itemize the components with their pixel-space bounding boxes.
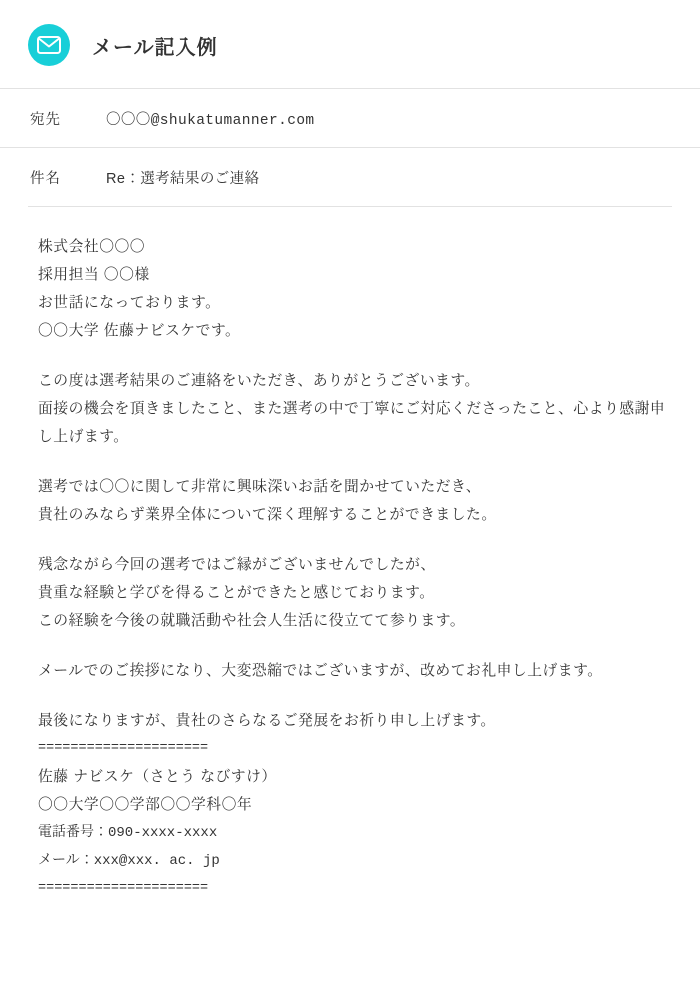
body-line: 残念ながら今回の選考ではご縁がございませんでしたが、 (38, 557, 436, 573)
body-line: 面接の機会を頂きましたこと、また選考の中で丁寧にご対応くださったこと、心より感謝申し上げます。 (38, 401, 666, 445)
field-label-to: 宛先 (30, 112, 61, 128)
signature-name: 佐藤 ナビスケ（さとう なびすけ） (38, 769, 277, 785)
signature-phone: 電話番号：090-xxxx-xxxx (38, 825, 218, 841)
body-line: 株式会社〇〇〇 (38, 239, 146, 255)
body-line: 貴重な経験と学びを得ることができたと感じております。 (38, 585, 435, 601)
field-label-subject: 件名 (30, 171, 61, 187)
body-line: 〇〇大学 佐藤ナビスケです。 (38, 323, 241, 339)
paragraph-thanks (38, 367, 670, 451)
field-row-to (0, 88, 700, 147)
body-line: 貴社のみならず業界全体について深く理解することができました。 (38, 507, 497, 523)
paragraph-signature (38, 707, 670, 903)
field-value-subject: Re：選考結果のご連絡 (106, 171, 260, 187)
body-line: この経験を今後の就職活動や社会人生活に役立てて参ります。 (38, 613, 466, 629)
field-value-to: 〇〇〇@shukatumanner.com (106, 113, 315, 129)
body-line: お世話になっております。 (38, 295, 221, 311)
paragraph-result (38, 551, 670, 635)
signature-email: メール：xxx@xxx. ac. jp (38, 853, 220, 869)
body-line: この度は選考結果のご連絡をいただき、ありがとうございます。 (38, 373, 480, 389)
paragraph-apology (38, 657, 670, 685)
body-line: 選考では〇〇に関して非常に興味深いお話を聞かせていただき、 (38, 479, 482, 495)
paragraph-greeting (38, 233, 670, 345)
mail-body (0, 207, 700, 913)
envelope-icon (28, 24, 70, 66)
field-row-subject (0, 147, 700, 206)
body-line: 最後になりますが、貴社のさらなるご発展をお祈り申し上げます。 (38, 713, 496, 729)
body-line: 採用担当 〇〇様 (38, 267, 150, 283)
paragraph-impression (38, 473, 670, 529)
document-header (0, 0, 700, 88)
signature-separator-bottom: ===================== (38, 881, 209, 896)
signature-separator-top: ===================== (38, 741, 209, 756)
signature-school: 〇〇大学〇〇学部〇〇学科〇年 (38, 797, 253, 813)
page-title: メール記入例 (92, 36, 218, 59)
body-line: メールでのご挨拶になり、大変恐縮ではございますが、改めてお礼申し上げます。 (38, 663, 603, 679)
